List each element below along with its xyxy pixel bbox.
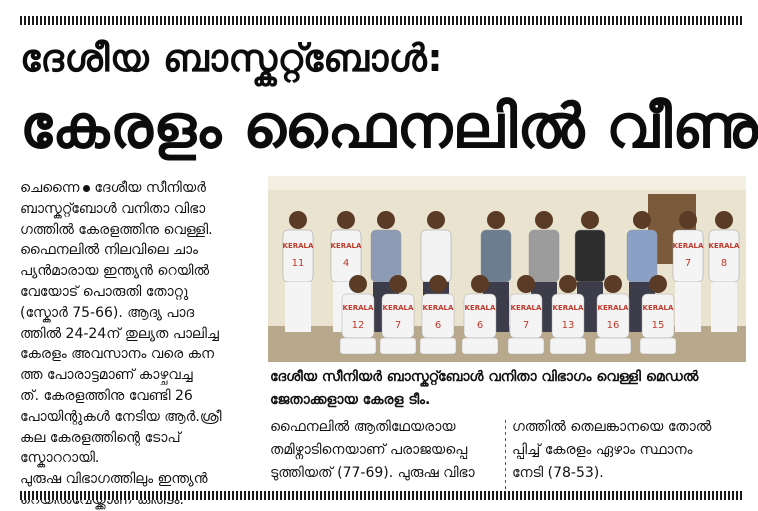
person-torso (627, 230, 657, 282)
person-head (349, 275, 367, 293)
jersey-number: 6 (476, 320, 484, 331)
headline-line-1: ദേശീയ ബാസ്കറ്റ്ബോൾ: (20, 36, 444, 80)
jersey-number: 11 (291, 258, 305, 269)
article-line: സ്കോററായി. (20, 450, 100, 467)
dateline-line (20, 178, 260, 199)
article-line: വേയോട് പൊരുതി തോറ്റു (20, 283, 189, 300)
article-line: ത്തിൽ 24-24ന് തുല്യത പാലിച്ച (20, 325, 219, 342)
jersey-number: 8 (720, 258, 728, 269)
jersey-number: 7 (684, 258, 692, 269)
article-line: (സ്കോർ 75-66). ആദ്യ പാദ (20, 304, 195, 321)
team-photo (268, 176, 746, 362)
jersey-number: 15 (651, 320, 665, 331)
person-head (633, 211, 651, 229)
dateline-place: ചെന്നൈ (20, 180, 80, 196)
top-dotted-rule (20, 16, 744, 25)
article-line: തമിഴ്നാടിനെയാണ് പരാജയപ്പെ (270, 442, 468, 458)
person-torso (575, 230, 605, 282)
jersey-text: KERALA (597, 304, 629, 312)
person-legs (711, 282, 737, 332)
article-line: കല കേരളത്തിന്റെ ടോപ് (20, 429, 181, 446)
person-head (429, 275, 447, 293)
article-line: കേരളം അവസാനം വരെ കന (20, 346, 214, 363)
article-line: ഫൈനലിൽ നിലവിലെ ചാം (20, 242, 198, 259)
person-head (289, 211, 307, 229)
person-torso (342, 294, 374, 338)
column-divider (505, 420, 506, 490)
person-torso (510, 294, 542, 338)
jersey-number: 7 (522, 320, 530, 331)
jersey-text: KERALA (510, 304, 542, 312)
person-torso (529, 230, 559, 282)
person-torso (283, 230, 313, 282)
person-head (535, 211, 553, 229)
person-torso (331, 230, 361, 282)
article-line: പോയിന്റുകൾ നേടിയ ആർ.ശ്രീ (20, 408, 222, 425)
person-torso (422, 294, 454, 338)
bullet-icon (83, 185, 90, 192)
person-head (337, 211, 355, 229)
person-head (377, 211, 395, 229)
person-torso (464, 294, 496, 338)
jersey-text: KERALA (464, 304, 496, 312)
person-head (604, 275, 622, 293)
jersey-text: KERALA (382, 304, 414, 312)
photo-ceiling (268, 176, 746, 190)
person-head (427, 211, 445, 229)
team-photo-illustration (268, 176, 746, 362)
person-torso (552, 294, 584, 338)
person-torso (673, 230, 703, 282)
jersey-text: KERALA (552, 304, 584, 312)
person-legs (675, 282, 701, 332)
jersey-text: KERALA (708, 242, 740, 250)
article-line: ഗത്തിൽ തെലങ്കാനയെ തോൽ (512, 419, 712, 435)
jersey-number: 7 (394, 320, 402, 331)
article-line: ദേശീയ സീനിയർ (94, 180, 206, 196)
person-shorts (420, 338, 456, 354)
jersey-number: 13 (561, 320, 575, 331)
headline-line-2: കേരളം ഫൈനലിൽ വീണു (20, 92, 758, 162)
bottom-dotted-rule (20, 491, 744, 500)
photo-caption (270, 366, 744, 412)
article-line: പുരുഷ വിഭാഗത്തിലും ഇന്ത്യൻ (20, 471, 208, 488)
caption-line: ദേശീയ സീനിയർ ബാസ്കറ്റ്ബോൾ വനിതാ വിഭാഗം വെള്ളി മെഡൽ (270, 369, 699, 385)
person-shorts (550, 338, 586, 354)
jersey-text: KERALA (422, 304, 454, 312)
person-torso (642, 294, 674, 338)
jersey-number: 16 (606, 320, 620, 331)
person-torso (597, 294, 629, 338)
person-legs (285, 282, 311, 332)
article-line: ഗത്തിൽ കേരളത്തിനു വെള്ളി. (20, 221, 213, 238)
person-shorts (595, 338, 631, 354)
person-torso (382, 294, 414, 338)
article-line: ബാസ്കറ്റ്ബോൾ വനിതാ വിഭാ (20, 200, 206, 217)
person-shorts (340, 338, 376, 354)
person-torso (481, 230, 511, 282)
jersey-number: 4 (342, 258, 350, 269)
jersey-number: 6 (434, 320, 442, 331)
person-head (581, 211, 599, 229)
article-bottom-column-1 (270, 416, 502, 485)
person-head (559, 275, 577, 293)
jersey-text: KERALA (330, 242, 362, 250)
article-left-column (20, 178, 260, 511)
person-head (649, 275, 667, 293)
article-line: നേടി (78-53). (512, 465, 604, 481)
article-line: ത്. കേരളത്തിനു വേണ്ടി 26 (20, 387, 193, 404)
person-shorts (462, 338, 498, 354)
person-head (471, 275, 489, 293)
article-line: ടുത്തിയത് (77-69). പുരുഷ വിഭാ (270, 465, 475, 481)
person-torso (709, 230, 739, 282)
article-line: പ്പിച്ച് കേരളം ഏഴാം സ്ഥാനം (512, 442, 693, 458)
jersey-text: KERALA (672, 242, 704, 250)
person-torso (421, 230, 451, 282)
article-bottom-column-2 (512, 416, 744, 485)
person-shorts (380, 338, 416, 354)
jersey-text: KERALA (642, 304, 674, 312)
person-head (389, 275, 407, 293)
article-line: ത്ത പോരാട്ടമാണ് കാഴ്ചവച്ച (20, 367, 193, 384)
person-head (487, 211, 505, 229)
article-line: പ്യൻമാരായ ഇന്ത്യൻ റെയിൽ (20, 263, 210, 280)
person-head (517, 275, 535, 293)
caption-line: ജേതാക്കളായ കേരള ടീം. (270, 392, 431, 408)
person-head (715, 211, 733, 229)
person-shorts (640, 338, 676, 354)
person-shorts (508, 338, 544, 354)
jersey-text: KERALA (342, 304, 374, 312)
person-head (679, 211, 697, 229)
article-line: ഫൈനലിൽ ആതിഥേയരായ (270, 419, 456, 435)
jersey-text: KERALA (282, 242, 314, 250)
jersey-number: 12 (351, 320, 365, 331)
person-torso (371, 230, 401, 282)
